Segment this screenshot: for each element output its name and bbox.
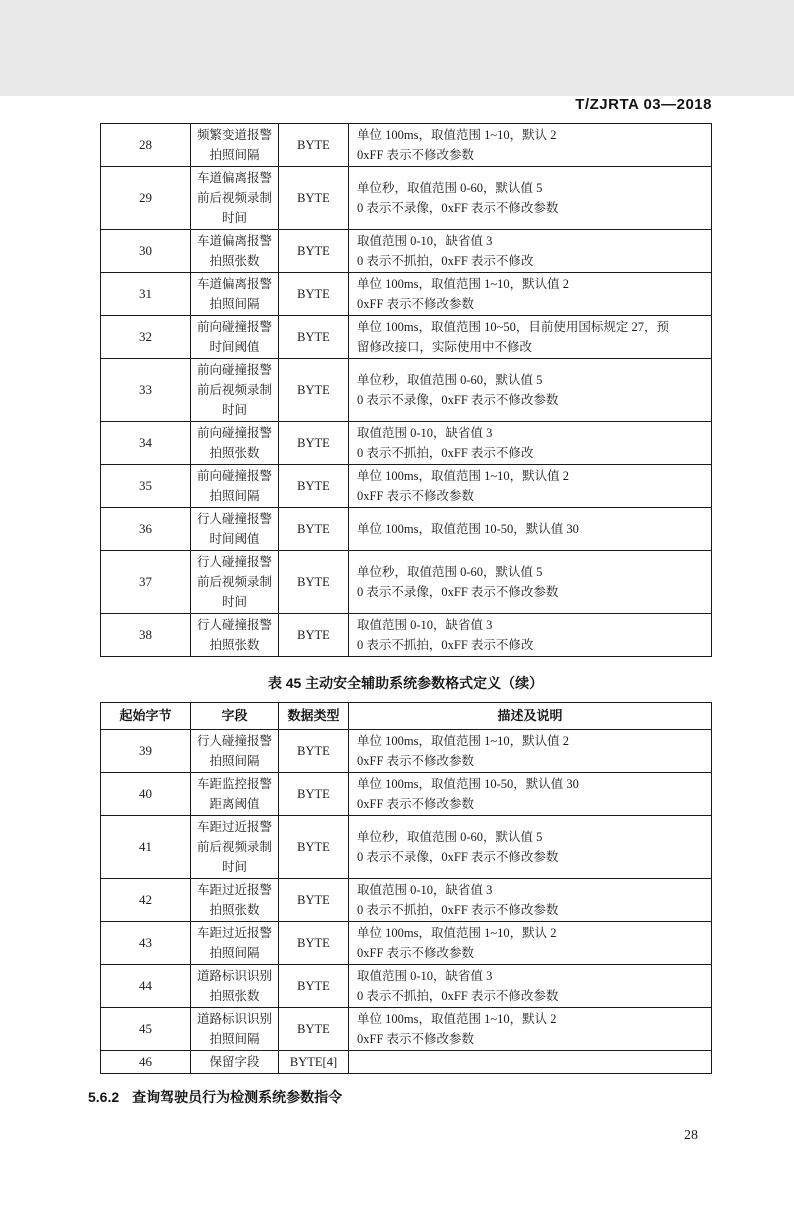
cell-start-byte: 40 [101, 773, 191, 816]
cell-data-type: BYTE [279, 422, 349, 465]
cell-data-type: BYTE [279, 730, 349, 773]
cell-description [349, 551, 712, 614]
cell-start-byte: 36 [101, 508, 191, 551]
description-line: 0 表示不抓拍，0xFF 表示不修改参数 [357, 903, 559, 917]
cell-start-byte: 29 [101, 167, 191, 230]
description-line: 0 表示不录像，0xFF 表示不修改参数 [357, 585, 559, 599]
description-line: 取值范围 0-10，缺省值 3 [357, 618, 493, 632]
description-line: 0xFF 表示不修改参数 [357, 489, 475, 503]
cell-data-type: BYTE [279, 508, 349, 551]
cell-data-type: BYTE [279, 167, 349, 230]
table-caption: 表 45 主动安全辅助系统参数格式定义（续） [267, 675, 544, 691]
cell-description [349, 273, 712, 316]
cell-field: 道路标识识别拍照间隔 [191, 1008, 279, 1051]
cell-data-type: BYTE [279, 922, 349, 965]
cell-data-type: BYTE [279, 965, 349, 1008]
cell-start-byte: 44 [101, 965, 191, 1008]
cell-data-type: BYTE[4] [279, 1051, 349, 1074]
cell-description [349, 1051, 712, 1074]
description-line: 0xFF 表示不修改参数 [357, 148, 475, 162]
description-line: 0 表示不录像，0xFF 表示不修改参数 [357, 850, 559, 864]
cell-description [349, 730, 712, 773]
cell-field: 道路标识识别拍照张数 [191, 965, 279, 1008]
page-number: 28 [684, 1128, 698, 1143]
cell-description [349, 614, 712, 657]
table-row [101, 879, 712, 922]
cell-data-type: BYTE [279, 879, 349, 922]
standard-number-header: T/ZJRTA 03—2018 [575, 96, 712, 113]
cell-start-byte: 41 [101, 816, 191, 879]
description-line: 单位 100ms，取值范围 10-50，默认值 30 [357, 522, 579, 536]
params-table-header-row [101, 703, 712, 730]
cell-description [349, 465, 712, 508]
column-header-field: 字段 [191, 703, 279, 730]
cell-data-type: BYTE [279, 1008, 349, 1051]
description-line: 留修改接口，实际使用中不修改 [357, 340, 533, 354]
cell-field: 车道偏离报警拍照间隔 [191, 273, 279, 316]
cell-data-type: BYTE [279, 359, 349, 422]
cell-data-type: BYTE [279, 124, 349, 167]
cell-start-byte: 30 [101, 230, 191, 273]
params-table-continued-upper [100, 123, 712, 657]
description-line: 单位秒，取值范围 0-60，默认值 5 [357, 373, 543, 387]
description-line: 单位秒，取值范围 0-60，默认值 5 [357, 181, 543, 195]
description-line: 单位 100ms，取值范围 1~10，默认 2 [357, 128, 557, 142]
table-row [101, 508, 712, 551]
cell-start-byte: 38 [101, 614, 191, 657]
cell-description [349, 879, 712, 922]
cell-start-byte: 33 [101, 359, 191, 422]
cell-field: 行人碰撞报警拍照张数 [191, 614, 279, 657]
cell-start-byte: 43 [101, 922, 191, 965]
cell-description [349, 230, 712, 273]
description-line: 0 表示不录像，0xFF 表示不修改参数 [357, 393, 559, 407]
section-heading [88, 1087, 794, 1107]
description-line: 0 表示不抓拍，0xFF 表示不修改 [357, 638, 534, 652]
cell-description [349, 773, 712, 816]
table-row [101, 1051, 712, 1074]
cell-field: 保留字段 [191, 1051, 279, 1074]
cell-start-byte: 32 [101, 316, 191, 359]
description-line: 单位 100ms，取值范围 1~10，默认 2 [357, 926, 557, 940]
cell-start-byte: 39 [101, 730, 191, 773]
cell-start-byte: 31 [101, 273, 191, 316]
cell-start-byte: 37 [101, 551, 191, 614]
table-row [101, 816, 712, 879]
cell-start-byte: 28 [101, 124, 191, 167]
cell-field: 车距过近报警拍照张数 [191, 879, 279, 922]
params-table-continued-lower [100, 702, 712, 1074]
column-header-description: 描述及说明 [349, 703, 712, 730]
cell-description [349, 508, 712, 551]
table-row [101, 167, 712, 230]
cell-field: 频繁变道报警拍照间隔 [191, 124, 279, 167]
table-row [101, 359, 712, 422]
description-line: 单位秒，取值范围 0-60，默认值 5 [357, 565, 543, 579]
description-line: 单位 100ms，取值范围 1~10，默认值 2 [357, 734, 569, 748]
section-number: 5.6.2 [88, 1089, 120, 1105]
cell-data-type: BYTE [279, 465, 349, 508]
description-line: 单位 100ms，取值范围 1~10，默认 2 [357, 1012, 557, 1026]
cell-field: 车道偏离报警拍照张数 [191, 230, 279, 273]
cell-data-type: BYTE [279, 614, 349, 657]
table-row [101, 422, 712, 465]
description-line: 单位秒，取值范围 0-60，默认值 5 [357, 830, 543, 844]
cell-start-byte: 35 [101, 465, 191, 508]
cell-field: 行人碰撞报警拍照间隔 [191, 730, 279, 773]
cell-field: 行人碰撞报警时间阈值 [191, 508, 279, 551]
cell-start-byte: 46 [101, 1051, 191, 1074]
table-row [101, 465, 712, 508]
cell-data-type: BYTE [279, 230, 349, 273]
params-table-upper-body [101, 124, 712, 657]
table-row [101, 124, 712, 167]
table-row [101, 230, 712, 273]
cell-start-byte: 34 [101, 422, 191, 465]
description-line: 0xFF 表示不修改参数 [357, 297, 475, 311]
description-line: 0 表示不抓拍，0xFF 表示不修改 [357, 254, 534, 268]
cell-description [349, 965, 712, 1008]
description-line: 单位 100ms，取值范围 10~50，目前使用国标规定 27，预 [357, 320, 669, 334]
description-line: 取值范围 0-10，缺省值 3 [357, 426, 493, 440]
cell-field: 车距过近报警前后视频录制时间 [191, 816, 279, 879]
cell-description [349, 167, 712, 230]
cell-field: 车距过近报警拍照间隔 [191, 922, 279, 965]
description-line: 单位 100ms，取值范围 1~10，默认值 2 [357, 469, 569, 483]
document-page [0, 96, 794, 1219]
cell-data-type: BYTE [279, 551, 349, 614]
cell-field: 行人碰撞报警前后视频录制时间 [191, 551, 279, 614]
column-header-data-type: 数据类型 [279, 703, 349, 730]
cell-field: 车距监控报警距离阈值 [191, 773, 279, 816]
cell-description [349, 316, 712, 359]
cell-field: 前向碰撞报警拍照间隔 [191, 465, 279, 508]
cell-start-byte: 45 [101, 1008, 191, 1051]
cell-data-type: BYTE [279, 273, 349, 316]
cell-description [349, 124, 712, 167]
table-row [101, 1008, 712, 1051]
table-header-row [101, 703, 712, 730]
table-row [101, 316, 712, 359]
table-row [101, 614, 712, 657]
description-line: 0xFF 表示不修改参数 [357, 1032, 475, 1046]
cell-field: 车道偏离报警前后视频录制时间 [191, 167, 279, 230]
section-title: 查询驾驶员行为检测系统参数指令 [132, 1089, 343, 1105]
table-row [101, 773, 712, 816]
cell-description [349, 359, 712, 422]
cell-start-byte: 42 [101, 879, 191, 922]
description-line: 取值范围 0-10，缺省值 3 [357, 969, 493, 983]
cell-data-type: BYTE [279, 316, 349, 359]
description-line: 0xFF 表示不修改参数 [357, 946, 475, 960]
cell-field: 前向碰撞报警时间阈值 [191, 316, 279, 359]
params-table-lower-body [101, 730, 712, 1074]
table-row [101, 965, 712, 1008]
cell-data-type: BYTE [279, 773, 349, 816]
description-line: 0 表示不抓拍，0xFF 表示不修改 [357, 446, 534, 460]
description-line: 取值范围 0-10，缺省值 3 [357, 883, 493, 897]
description-line: 单位 100ms，取值范围 1~10，默认值 2 [357, 277, 569, 291]
column-header-start-byte: 起始字节 [101, 703, 191, 730]
table-row [101, 551, 712, 614]
table-row [101, 273, 712, 316]
table-row [101, 730, 712, 773]
description-line: 取值范围 0-10，缺省值 3 [357, 234, 493, 248]
description-line: 0 表示不抓拍，0xFF 表示不修改参数 [357, 989, 559, 1003]
cell-field: 前向碰撞报警拍照张数 [191, 422, 279, 465]
cell-field: 前向碰撞报警前后视频录制时间 [191, 359, 279, 422]
description-line: 0 表示不录像，0xFF 表示不修改参数 [357, 201, 559, 215]
cell-data-type: BYTE [279, 816, 349, 879]
cell-description [349, 1008, 712, 1051]
description-line: 单位 100ms，取值范围 10-50，默认值 30 [357, 777, 579, 791]
cell-description [349, 922, 712, 965]
table-row [101, 922, 712, 965]
description-line: 0xFF 表示不修改参数 [357, 797, 475, 811]
description-line: 0xFF 表示不修改参数 [357, 754, 475, 768]
cell-description [349, 816, 712, 879]
cell-description [349, 422, 712, 465]
